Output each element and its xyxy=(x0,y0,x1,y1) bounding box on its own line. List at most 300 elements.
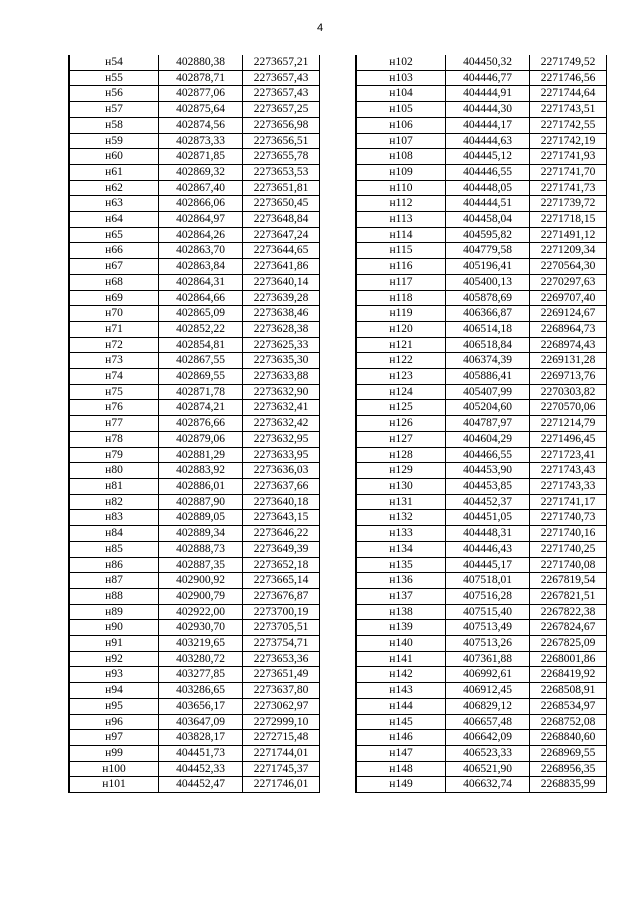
point-name-cell: н101 xyxy=(69,777,159,793)
y-coordinate-cell: 2268969,55 xyxy=(530,745,607,761)
table-row xyxy=(69,588,320,604)
y-coordinate-cell: 2273665,14 xyxy=(243,573,320,589)
point-name-cell: н76 xyxy=(69,400,159,416)
table-row xyxy=(69,416,320,432)
y-coordinate-cell: 2268508,91 xyxy=(530,683,607,699)
table-row xyxy=(356,369,607,385)
point-name-cell: н88 xyxy=(69,588,159,604)
point-name-cell: н85 xyxy=(69,541,159,557)
point-name-cell: н57 xyxy=(69,102,159,118)
x-coordinate-cell: 402871,78 xyxy=(159,384,243,400)
point-name-cell: н136 xyxy=(356,573,446,589)
table-row xyxy=(356,494,607,510)
y-coordinate-cell: 2271209,34 xyxy=(530,243,607,259)
point-name-cell: н75 xyxy=(69,384,159,400)
point-name-cell: н129 xyxy=(356,463,446,479)
table-row xyxy=(356,149,607,165)
point-name-cell: н146 xyxy=(356,730,446,746)
y-coordinate-cell: 2271741,17 xyxy=(530,494,607,510)
x-coordinate-cell: 403286,65 xyxy=(159,683,243,699)
table-row xyxy=(356,180,607,196)
table-row xyxy=(69,274,320,290)
x-coordinate-cell: 402866,06 xyxy=(159,196,243,212)
table-row xyxy=(356,102,607,118)
x-coordinate-cell: 404458,04 xyxy=(446,212,530,228)
y-coordinate-cell: 2273700,19 xyxy=(243,604,320,620)
y-coordinate-cell: 2271740,25 xyxy=(530,541,607,557)
x-coordinate-cell: 404452,33 xyxy=(159,761,243,777)
x-coordinate-cell: 406518,84 xyxy=(446,337,530,353)
y-coordinate-cell: 2271745,37 xyxy=(243,761,320,777)
table-row xyxy=(356,70,607,86)
point-name-cell: н104 xyxy=(356,86,446,102)
y-coordinate-cell: 2273632,95 xyxy=(243,431,320,447)
y-coordinate-cell: 2271214,79 xyxy=(530,416,607,432)
x-coordinate-cell: 405878,69 xyxy=(446,290,530,306)
y-coordinate-cell: 2269131,28 xyxy=(530,353,607,369)
table-row xyxy=(69,337,320,353)
y-coordinate-cell: 2271742,19 xyxy=(530,133,607,149)
x-coordinate-cell: 402922,00 xyxy=(159,604,243,620)
x-coordinate-cell: 402887,90 xyxy=(159,494,243,510)
table-row xyxy=(69,714,320,730)
y-coordinate-cell: 2273651,81 xyxy=(243,180,320,196)
table-row xyxy=(356,353,607,369)
table-row xyxy=(356,227,607,243)
table-row xyxy=(356,306,607,322)
y-coordinate-cell: 2273637,66 xyxy=(243,478,320,494)
x-coordinate-cell: 404451,05 xyxy=(446,510,530,526)
point-name-cell: н66 xyxy=(69,243,159,259)
x-coordinate-cell: 402879,06 xyxy=(159,431,243,447)
y-coordinate-cell: 2273705,51 xyxy=(243,620,320,636)
point-name-cell: н68 xyxy=(69,274,159,290)
table-row xyxy=(69,243,320,259)
x-coordinate-cell: 406829,12 xyxy=(446,698,530,714)
table-row xyxy=(356,541,607,557)
y-coordinate-cell: 2268001,86 xyxy=(530,651,607,667)
point-name-cell: н54 xyxy=(69,55,159,70)
table-row xyxy=(356,243,607,259)
point-name-cell: н149 xyxy=(356,777,446,793)
x-coordinate-cell: 406366,87 xyxy=(446,306,530,322)
point-name-cell: н115 xyxy=(356,243,446,259)
table-row xyxy=(69,636,320,652)
y-coordinate-cell: 2271740,08 xyxy=(530,557,607,573)
table-row xyxy=(69,290,320,306)
y-coordinate-cell: 2271746,01 xyxy=(243,777,320,793)
point-name-cell: н77 xyxy=(69,416,159,432)
x-coordinate-cell: 405886,41 xyxy=(446,369,530,385)
table-row xyxy=(69,369,320,385)
point-name-cell: н84 xyxy=(69,526,159,542)
point-name-cell: н108 xyxy=(356,149,446,165)
table-row xyxy=(69,431,320,447)
y-coordinate-cell: 2273653,53 xyxy=(243,164,320,180)
table-row xyxy=(69,353,320,369)
x-coordinate-cell: 402883,92 xyxy=(159,463,243,479)
table-row xyxy=(69,698,320,714)
table-row xyxy=(69,86,320,102)
y-coordinate-cell: 2270297,63 xyxy=(530,274,607,290)
point-name-cell: н78 xyxy=(69,431,159,447)
y-coordinate-cell: 2271741,73 xyxy=(530,180,607,196)
y-coordinate-cell: 2273639,28 xyxy=(243,290,320,306)
y-coordinate-cell: 2273648,84 xyxy=(243,212,320,228)
y-coordinate-cell: 2271740,16 xyxy=(530,526,607,542)
table-row xyxy=(69,196,320,212)
y-coordinate-cell: 2271749,52 xyxy=(530,55,607,70)
x-coordinate-cell: 404444,30 xyxy=(446,102,530,118)
point-name-cell: н123 xyxy=(356,369,446,385)
x-coordinate-cell: 403647,09 xyxy=(159,714,243,730)
x-coordinate-cell: 402871,85 xyxy=(159,149,243,165)
table-row xyxy=(356,730,607,746)
y-coordinate-cell: 2273651,49 xyxy=(243,667,320,683)
x-coordinate-cell: 402869,55 xyxy=(159,369,243,385)
point-name-cell: н125 xyxy=(356,400,446,416)
y-coordinate-cell: 2271718,15 xyxy=(530,212,607,228)
point-name-cell: н83 xyxy=(69,510,159,526)
point-name-cell: н113 xyxy=(356,212,446,228)
table-row xyxy=(69,117,320,133)
table-row xyxy=(356,620,607,636)
table-row xyxy=(356,745,607,761)
table-row xyxy=(69,321,320,337)
point-name-cell: н73 xyxy=(69,353,159,369)
y-coordinate-cell: 2271743,51 xyxy=(530,102,607,118)
point-name-cell: н102 xyxy=(356,55,446,70)
table-row xyxy=(356,416,607,432)
table-row xyxy=(69,777,320,793)
table-row xyxy=(356,55,607,70)
x-coordinate-cell: 403656,17 xyxy=(159,698,243,714)
x-coordinate-cell: 404445,17 xyxy=(446,557,530,573)
point-name-cell: н60 xyxy=(69,149,159,165)
table-row xyxy=(69,667,320,683)
table-row xyxy=(69,745,320,761)
y-coordinate-cell: 2268974,43 xyxy=(530,337,607,353)
point-name-cell: н132 xyxy=(356,510,446,526)
point-name-cell: н90 xyxy=(69,620,159,636)
x-coordinate-cell: 402880,38 xyxy=(159,55,243,70)
table-row xyxy=(356,86,607,102)
x-coordinate-cell: 404448,31 xyxy=(446,526,530,542)
y-coordinate-cell: 2273655,78 xyxy=(243,149,320,165)
table-row xyxy=(356,337,607,353)
y-coordinate-cell: 2271741,70 xyxy=(530,164,607,180)
y-coordinate-cell: 2273632,90 xyxy=(243,384,320,400)
table-row xyxy=(69,180,320,196)
y-coordinate-cell: 2267825,09 xyxy=(530,636,607,652)
x-coordinate-cell: 406642,09 xyxy=(446,730,530,746)
x-coordinate-cell: 407513,26 xyxy=(446,636,530,652)
x-coordinate-cell: 406992,61 xyxy=(446,667,530,683)
y-coordinate-cell: 2273625,33 xyxy=(243,337,320,353)
point-name-cell: н105 xyxy=(356,102,446,118)
table-row xyxy=(356,290,607,306)
x-coordinate-cell: 404466,55 xyxy=(446,447,530,463)
x-coordinate-cell: 404451,73 xyxy=(159,745,243,761)
coordinates-table-right xyxy=(355,55,607,793)
x-coordinate-cell: 402852,22 xyxy=(159,321,243,337)
y-coordinate-cell: 2273647,24 xyxy=(243,227,320,243)
table-row xyxy=(356,384,607,400)
point-name-cell: н80 xyxy=(69,463,159,479)
x-coordinate-cell: 406514,18 xyxy=(446,321,530,337)
x-coordinate-cell: 402877,06 xyxy=(159,86,243,102)
table-row xyxy=(69,70,320,86)
y-coordinate-cell: 2271491,12 xyxy=(530,227,607,243)
x-coordinate-cell: 402889,34 xyxy=(159,526,243,542)
x-coordinate-cell: 403277,85 xyxy=(159,667,243,683)
table-row xyxy=(69,620,320,636)
y-coordinate-cell: 2273653,36 xyxy=(243,651,320,667)
y-coordinate-cell: 2273656,98 xyxy=(243,117,320,133)
table-row xyxy=(356,573,607,589)
y-coordinate-cell: 2273657,43 xyxy=(243,86,320,102)
x-coordinate-cell: 404450,32 xyxy=(446,55,530,70)
y-coordinate-cell: 2273640,18 xyxy=(243,494,320,510)
x-coordinate-cell: 405196,41 xyxy=(446,259,530,275)
y-coordinate-cell: 2270570,06 xyxy=(530,400,607,416)
point-name-cell: н100 xyxy=(69,761,159,777)
x-coordinate-cell: 402881,29 xyxy=(159,447,243,463)
y-coordinate-cell: 2273641,86 xyxy=(243,259,320,275)
y-coordinate-cell: 2273632,41 xyxy=(243,400,320,416)
x-coordinate-cell: 404448,05 xyxy=(446,180,530,196)
point-name-cell: н134 xyxy=(356,541,446,557)
x-coordinate-cell: 402867,40 xyxy=(159,180,243,196)
point-name-cell: н128 xyxy=(356,447,446,463)
point-name-cell: н116 xyxy=(356,259,446,275)
table-row xyxy=(69,212,320,228)
x-coordinate-cell: 403219,65 xyxy=(159,636,243,652)
point-name-cell: н58 xyxy=(69,117,159,133)
x-coordinate-cell: 402863,84 xyxy=(159,259,243,275)
x-coordinate-cell: 402865,09 xyxy=(159,306,243,322)
x-coordinate-cell: 404445,12 xyxy=(446,149,530,165)
y-coordinate-cell: 2273657,21 xyxy=(243,55,320,70)
table-row xyxy=(356,557,607,573)
y-coordinate-cell: 2268419,92 xyxy=(530,667,607,683)
y-coordinate-cell: 2268840,60 xyxy=(530,730,607,746)
point-name-cell: н56 xyxy=(69,86,159,102)
y-coordinate-cell: 2270303,82 xyxy=(530,384,607,400)
point-name-cell: н71 xyxy=(69,321,159,337)
x-coordinate-cell: 402854,81 xyxy=(159,337,243,353)
y-coordinate-cell: 2271739,72 xyxy=(530,196,607,212)
y-coordinate-cell: 2267824,67 xyxy=(530,620,607,636)
point-name-cell: н135 xyxy=(356,557,446,573)
point-name-cell: н127 xyxy=(356,431,446,447)
y-coordinate-cell: 2273636,03 xyxy=(243,463,320,479)
y-coordinate-cell: 2271496,45 xyxy=(530,431,607,447)
point-name-cell: н119 xyxy=(356,306,446,322)
x-coordinate-cell: 404604,29 xyxy=(446,431,530,447)
y-coordinate-cell: 2273657,43 xyxy=(243,70,320,86)
table-row xyxy=(69,683,320,699)
x-coordinate-cell: 407513,49 xyxy=(446,620,530,636)
point-name-cell: н97 xyxy=(69,730,159,746)
y-coordinate-cell: 2273633,95 xyxy=(243,447,320,463)
table-row xyxy=(69,102,320,118)
table-row xyxy=(69,149,320,165)
table-row xyxy=(69,478,320,494)
point-name-cell: н67 xyxy=(69,259,159,275)
y-coordinate-cell: 2273646,22 xyxy=(243,526,320,542)
point-name-cell: н120 xyxy=(356,321,446,337)
x-coordinate-cell: 404444,17 xyxy=(446,117,530,133)
table-row xyxy=(69,227,320,243)
y-coordinate-cell: 2273633,88 xyxy=(243,369,320,385)
point-name-cell: н94 xyxy=(69,683,159,699)
y-coordinate-cell: 2272999,10 xyxy=(243,714,320,730)
table-row xyxy=(356,604,607,620)
table-row xyxy=(356,651,607,667)
table-row xyxy=(69,164,320,180)
y-coordinate-cell: 2269713,76 xyxy=(530,369,607,385)
x-coordinate-cell: 402874,21 xyxy=(159,400,243,416)
x-coordinate-cell: 404446,77 xyxy=(446,70,530,86)
point-name-cell: н96 xyxy=(69,714,159,730)
table-row xyxy=(69,447,320,463)
x-coordinate-cell: 407515,40 xyxy=(446,604,530,620)
y-coordinate-cell: 2271742,55 xyxy=(530,117,607,133)
table-row xyxy=(69,573,320,589)
y-coordinate-cell: 2273754,71 xyxy=(243,636,320,652)
table-row xyxy=(356,683,607,699)
y-coordinate-cell: 2271740,73 xyxy=(530,510,607,526)
point-name-cell: н141 xyxy=(356,651,446,667)
point-name-cell: н121 xyxy=(356,337,446,353)
x-coordinate-cell: 404446,43 xyxy=(446,541,530,557)
y-coordinate-cell: 2268964,73 xyxy=(530,321,607,337)
point-name-cell: н69 xyxy=(69,290,159,306)
table-row xyxy=(69,557,320,573)
y-coordinate-cell: 2273676,87 xyxy=(243,588,320,604)
point-name-cell: н118 xyxy=(356,290,446,306)
point-name-cell: н117 xyxy=(356,274,446,290)
point-name-cell: н110 xyxy=(356,180,446,196)
point-name-cell: н86 xyxy=(69,557,159,573)
point-name-cell: н103 xyxy=(356,70,446,86)
point-name-cell: н126 xyxy=(356,416,446,432)
point-name-cell: н89 xyxy=(69,604,159,620)
x-coordinate-cell: 407361,88 xyxy=(446,651,530,667)
point-name-cell: н142 xyxy=(356,667,446,683)
table-row xyxy=(356,133,607,149)
x-coordinate-cell: 403280,72 xyxy=(159,651,243,667)
y-coordinate-cell: 2268956,35 xyxy=(530,761,607,777)
table-row xyxy=(356,698,607,714)
table-row xyxy=(69,400,320,416)
x-coordinate-cell: 404446,55 xyxy=(446,164,530,180)
table-row xyxy=(69,541,320,557)
table-row xyxy=(356,510,607,526)
x-coordinate-cell: 406521,90 xyxy=(446,761,530,777)
x-coordinate-cell: 407516,28 xyxy=(446,588,530,604)
y-coordinate-cell: 2271744,01 xyxy=(243,745,320,761)
point-name-cell: н109 xyxy=(356,164,446,180)
table-row xyxy=(356,526,607,542)
y-coordinate-cell: 2273649,39 xyxy=(243,541,320,557)
table-row xyxy=(69,510,320,526)
y-coordinate-cell: 2271746,56 xyxy=(530,70,607,86)
x-coordinate-cell: 406523,33 xyxy=(446,745,530,761)
point-name-cell: н138 xyxy=(356,604,446,620)
y-coordinate-cell: 2270564,30 xyxy=(530,259,607,275)
y-coordinate-cell: 2267821,51 xyxy=(530,588,607,604)
table-row xyxy=(69,55,320,70)
x-coordinate-cell: 404453,85 xyxy=(446,478,530,494)
table-row xyxy=(69,259,320,275)
table-row xyxy=(356,463,607,479)
x-coordinate-cell: 404444,51 xyxy=(446,196,530,212)
table-row xyxy=(356,431,607,447)
y-coordinate-cell: 2268752,08 xyxy=(530,714,607,730)
y-coordinate-cell: 2273635,30 xyxy=(243,353,320,369)
point-name-cell: н124 xyxy=(356,384,446,400)
point-name-cell: н87 xyxy=(69,573,159,589)
table-row xyxy=(356,321,607,337)
point-name-cell: н91 xyxy=(69,636,159,652)
point-name-cell: н148 xyxy=(356,761,446,777)
point-name-cell: н137 xyxy=(356,588,446,604)
table-row xyxy=(356,478,607,494)
x-coordinate-cell: 402864,66 xyxy=(159,290,243,306)
y-coordinate-cell: 2271744,64 xyxy=(530,86,607,102)
point-name-cell: н140 xyxy=(356,636,446,652)
table-row xyxy=(69,651,320,667)
table-row xyxy=(356,274,607,290)
point-name-cell: н65 xyxy=(69,227,159,243)
y-coordinate-cell: 2269124,67 xyxy=(530,306,607,322)
x-coordinate-cell: 406632,74 xyxy=(446,777,530,793)
y-coordinate-cell: 2273656,51 xyxy=(243,133,320,149)
y-coordinate-cell: 2267819,54 xyxy=(530,573,607,589)
table-row xyxy=(356,212,607,228)
x-coordinate-cell: 406374,39 xyxy=(446,353,530,369)
point-name-cell: н93 xyxy=(69,667,159,683)
table-row xyxy=(69,604,320,620)
point-name-cell: н92 xyxy=(69,651,159,667)
y-coordinate-cell: 2273657,25 xyxy=(243,102,320,118)
table-row xyxy=(69,306,320,322)
point-name-cell: н70 xyxy=(69,306,159,322)
x-coordinate-cell: 404787,97 xyxy=(446,416,530,432)
point-name-cell: н133 xyxy=(356,526,446,542)
table-row xyxy=(356,196,607,212)
point-name-cell: н143 xyxy=(356,683,446,699)
y-coordinate-cell: 2267822,38 xyxy=(530,604,607,620)
x-coordinate-cell: 402889,05 xyxy=(159,510,243,526)
table-row xyxy=(69,730,320,746)
x-coordinate-cell: 402875,64 xyxy=(159,102,243,118)
y-coordinate-cell: 2271743,33 xyxy=(530,478,607,494)
x-coordinate-cell: 402878,71 xyxy=(159,70,243,86)
y-coordinate-cell: 2268534,97 xyxy=(530,698,607,714)
x-coordinate-cell: 402930,70 xyxy=(159,620,243,636)
x-coordinate-cell: 404444,63 xyxy=(446,133,530,149)
point-name-cell: н81 xyxy=(69,478,159,494)
y-coordinate-cell: 2273650,45 xyxy=(243,196,320,212)
table-row xyxy=(356,636,607,652)
point-name-cell: н139 xyxy=(356,620,446,636)
x-coordinate-cell: 406912,45 xyxy=(446,683,530,699)
table-row xyxy=(69,463,320,479)
x-coordinate-cell: 404452,47 xyxy=(159,777,243,793)
